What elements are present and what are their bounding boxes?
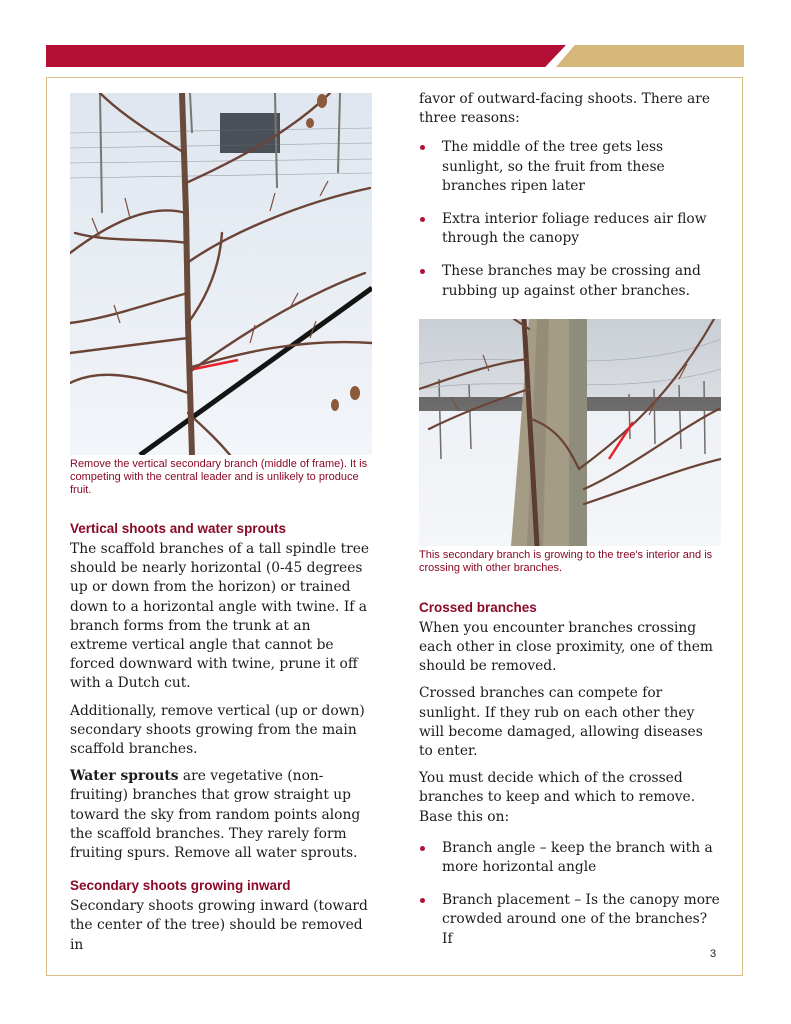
paragraph-compete: Crossed branches can compete for sunlight. If they rub on each other they will become damaged, allowing diseases to enter. xyxy=(419,685,703,760)
paragraph-secondary-shoots: Additionally, remove vertical (up or down) secondary shoots growing from the main scaffold branches. xyxy=(70,702,365,758)
list-item: These branches may be crossing and rubbing up against other branches. xyxy=(419,262,721,300)
bullet-icon xyxy=(420,846,425,851)
paragraph-decide: You must decide which of the crossed branches to keep and which to remove. Base this on: xyxy=(419,770,696,825)
paragraph-crossing: When you encounter branches crossing each other in close proximity, one of them should be removed. xyxy=(419,619,713,675)
photo-caption-right: This secondary branch is growing to the tree's interior and is crossing with other branches. xyxy=(419,548,713,574)
paragraph-inward: Secondary shoots growing inward (toward the center of the tree) should be removed in xyxy=(70,898,368,953)
header-band-gold xyxy=(556,45,744,67)
bullet-icon xyxy=(420,898,425,903)
list-item: The middle of the tree gets less sunlight, so the fruit from these branches ripen later xyxy=(419,138,721,196)
heading-secondary-inward: Secondary shoots growing inward xyxy=(70,878,291,894)
criteria-list xyxy=(419,839,721,949)
list-item: Branch placement – Is the canopy more crowded around one of the branches? If xyxy=(419,891,721,949)
list-item: Extra interior foliage reduces air flow through the canopy xyxy=(419,210,721,248)
list-item: Branch angle – keep the branch with a more horizontal angle xyxy=(419,839,721,877)
bullet-icon xyxy=(420,269,425,274)
header-band-red xyxy=(46,45,566,67)
term-water-sprouts: Water sprouts xyxy=(70,768,179,785)
page-number: 3 xyxy=(710,948,717,960)
bullet-icon xyxy=(420,217,425,222)
left-column xyxy=(70,93,372,955)
apple-tree-branches-in-snow-photo xyxy=(70,93,372,455)
reasons-list xyxy=(419,138,721,300)
paragraph-scaffold: The scaffold branches of a tall spindle tree should be nearly horizontal (0-45 degrees up or down from the horizon) or trained down to a horizontal angle with twine. If a branch forms from the trunk at an extreme vertical angle that cannot be forced downward with twine, prune it off with a Dutch cut. xyxy=(70,541,370,692)
heading-vertical-shoots: Vertical shoots and water sprouts xyxy=(70,521,287,536)
right-column xyxy=(419,90,721,949)
paragraph-water-sprouts: Water sprouts are vegetative (non-fruiting) branches that grow straight up toward the sky from random points along the scaffold branches. They rarely form fruiting spurs. Remove all water sprouts. xyxy=(70,768,361,862)
heading-crossed-branches: Crossed branches xyxy=(419,599,537,615)
trunk-and-crossing-branch-photo xyxy=(419,319,721,546)
bullet-icon xyxy=(420,145,425,150)
paragraph-intro: favor of outward-facing shoots. There are three reasons: xyxy=(419,91,711,127)
photo-caption-left: Remove the vertical secondary branch (middle of frame). It is competing with the central leader and is unlikely to produce fruit. xyxy=(70,458,368,496)
